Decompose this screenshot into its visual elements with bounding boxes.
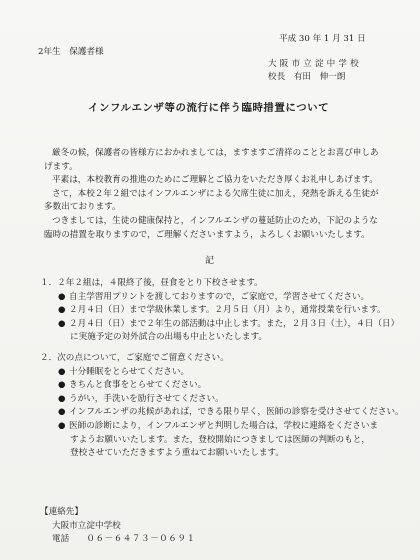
bullet-mark: ●	[58, 305, 66, 316]
section-2-heading: ２．次の点について，ご家庭でご留意ください。	[40, 353, 229, 363]
document-title: インフルエンザ等の流行に伴う臨時措置について	[88, 102, 330, 114]
principal-name: 校長 有田 伸一朗	[268, 72, 346, 82]
list-item-continuation: 登校させていただきますよう重ねてお願いいたします。	[70, 448, 284, 459]
list-item: ● インフルエンザの兆候があれば，できる限り早く，医師の診察を受けさせてください。	[40, 406, 410, 420]
list-item-continuation: すようお願いいたします。また，登校開始につきましては医師の判断のもと，	[70, 434, 370, 445]
paragraph-line: つきましては，生徒の健康保持と，インフルエンザの蔓延防止のため，下記のような	[52, 215, 378, 226]
paragraph-line: 臨時の措置を取りますので，ご理解くださいますよう，よろしくお願いいたします。	[44, 229, 370, 240]
bullet-mark: ●	[58, 407, 66, 418]
list-item: ● ２月４日（日）まで学級休業します。２月５日（月）より，通常授業を行います。	[40, 304, 410, 318]
contact-school: 大阪市立淀中学校	[52, 520, 121, 531]
phone-number: ０６－６４７３－０６９１	[86, 534, 196, 545]
list-item: ● きちんと食事をとらせてください。	[40, 379, 410, 393]
list-item: ● うがい，手洗いを励行させてください。	[40, 393, 410, 407]
contact-label: 【連絡先】	[40, 507, 83, 517]
recipient-line: 2年生 保護者様	[38, 47, 104, 57]
bullet-mark: ●	[58, 291, 66, 302]
list-item-continuation: に実施予定の対外試合の出場も中止といたします。	[70, 332, 267, 343]
contact-block	[40, 506, 196, 547]
bullet-mark: ●	[58, 366, 66, 377]
ki-heading: 記	[205, 256, 215, 266]
paragraph-line: 多数出ております。	[44, 202, 121, 213]
list-item: ● 十分睡眠をとらせてください。	[40, 366, 410, 380]
section-1	[40, 277, 410, 345]
list-item: ● ２月４日（日）まで２年生の部活動は中止します。また，２月３日（土），４日（日）	[40, 318, 410, 332]
paragraph-line: さて，本校２年２組ではインフルエンザによる欠席生徒に加え，発熱を訴える生徒が	[52, 188, 379, 199]
section-2	[40, 352, 410, 461]
bullet-mark: ●	[58, 380, 66, 391]
phone-label: 電話	[52, 534, 70, 545]
paragraph-line: 平素は，本校教育の推進のためにご理解とご協力をいただき厚くお礼申しあげます。	[52, 175, 378, 186]
section-1-heading: １．２年２組は，４限終了後，昼食をとり下校させます。	[40, 278, 263, 288]
bullet-mark: ●	[58, 318, 66, 329]
document-date: 平成 30 年 1 月 31 日	[279, 34, 366, 44]
contact-phone-row	[40, 533, 196, 547]
bullet-mark: ●	[58, 393, 66, 404]
school-name: 大 阪 市 立 淀 中 学 校	[268, 59, 359, 69]
list-item: ● 自主学習用プリントを渡しておりますので，ご家庭で，学習させてください。	[40, 291, 410, 305]
bullet-mark: ●	[58, 420, 66, 431]
greeting-paragraph	[44, 147, 400, 242]
paragraph-line: 厳冬の候，保護者の皆様方におかれましては，ますますご清祥のこととお喜び申しあ	[52, 148, 379, 158]
paragraph-line: げます。	[44, 161, 78, 172]
list-item: ● 医師の診断により，インフルエンザと判明した場合は，学校に連絡をくださいま	[40, 420, 410, 434]
